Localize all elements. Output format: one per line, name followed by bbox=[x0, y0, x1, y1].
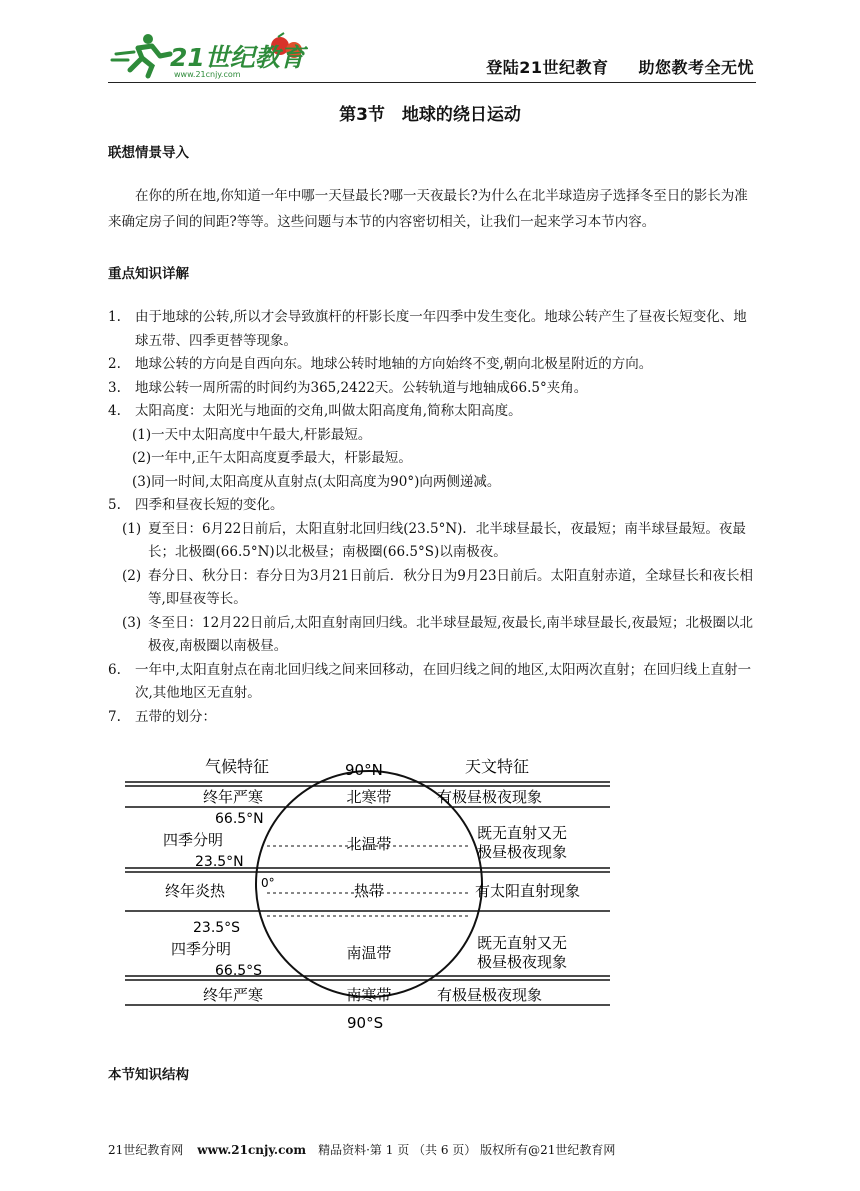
sub-item: (1)一天中太阳高度中午最大,杆影最短。 bbox=[132, 426, 372, 443]
list-item: 3. 地球公转一周所需的时间约为365,2422天。公转轨道与地轴成66.5°夹角。 bbox=[108, 379, 588, 396]
list-item: 5. 四季和昼夜长短的变化。 bbox=[108, 497, 284, 513]
list-item: 4. 太阳高度：太阳光与地面的交角,叫做太阳高度角,简称太阳高度。 bbox=[108, 403, 522, 419]
lat-label-66n: 66.5°N bbox=[215, 811, 264, 827]
zone-south-temperate: 南温带 bbox=[346, 944, 392, 962]
climate-frigid-n: 终年严寒 bbox=[203, 788, 264, 806]
astro-temperate-s-1: 既无直射又无 bbox=[477, 934, 568, 952]
logo-text: 21世纪教育 bbox=[170, 43, 305, 72]
lat-label-90n: 90°N bbox=[345, 761, 383, 779]
footer-site-link[interactable]: www.21cnjy.com bbox=[197, 1143, 307, 1157]
astro-frigid-s: 有极昼极夜现象 bbox=[437, 986, 543, 1004]
section-heading-intro: 联想情景导入 bbox=[108, 145, 189, 161]
page-header bbox=[108, 30, 756, 83]
list-item: 7. 五带的划分： bbox=[108, 708, 216, 725]
sub-item: (2)一年中,正午太阳高度夏季最大，杆影最短。 bbox=[132, 450, 412, 466]
slogan-right: 助您教考全无忧 bbox=[638, 58, 754, 77]
logo-icon bbox=[108, 30, 308, 80]
lat-label-equator: 0° bbox=[261, 876, 275, 890]
page-footer bbox=[108, 1141, 758, 1158]
header-slogan bbox=[486, 55, 754, 78]
climate-temperate-n: 四季分明 bbox=[163, 831, 224, 849]
sub-item: (3) 冬至日：12月22日前后,太阳直射南回归线。北半球昼最短,夜最长,南半球昼最长,夜最短；北极圈以北极夜,南极圈以南极昼。 bbox=[122, 614, 754, 654]
list-item: 6. 一年中,太阳直射点在南北回归线之间来回移动，在回归线之间的地区,太阳两次直射；在回归线上直射一次,其他地区无直射。 bbox=[108, 661, 752, 701]
astro-frigid-n: 有极昼极夜现象 bbox=[437, 788, 543, 806]
climate-temperate-s: 四季分明 bbox=[171, 940, 232, 958]
slogan-left: 登陆21世纪教育 bbox=[486, 58, 609, 77]
lat-label-90s: 90°S bbox=[347, 1014, 384, 1032]
intro-paragraph: 在你的所在地,你知道一年中哪一天昼最长?哪一天夜最长?为什么在北半球造房子选择冬至日的影长为准来确定房子间的间距?等等。这些问题与本节的内容密切相关，让我们一起来学习本节内容。 bbox=[108, 188, 748, 230]
astro-temperate-n-2: 极昼极夜现象 bbox=[477, 843, 568, 861]
section-heading-key-points: 重点知识详解 bbox=[108, 266, 189, 282]
page-title: 第3节 地球的绕日运动 bbox=[339, 105, 521, 125]
col-label-climate: 气候特征 bbox=[205, 757, 270, 776]
astro-temperate-s-2: 极昼极夜现象 bbox=[477, 953, 568, 971]
sub-item: (3)同一时间,太阳高度从直射点(太阳高度为90°)向两侧递减。 bbox=[132, 473, 501, 490]
lat-label-66s: 66.5°S bbox=[215, 963, 263, 979]
footer-right: 精品资料·第 1 页 （共 6 页） 版权所有@21世纪教育网 bbox=[318, 1143, 616, 1157]
climate-frigid-s: 终年严寒 bbox=[203, 986, 264, 1004]
footer-left: 21世纪教育网 bbox=[108, 1143, 184, 1157]
sub-item: (1) 夏至日：6月22日前后，太阳直射北回归线(23.5°N)．北半球昼最长，夜最短；南半球昼最短。夜最长；北极圈(66.5°N)以北极昼；南极圈(66.5°S)以南极夜。 bbox=[122, 520, 746, 560]
lat-label-23n: 23.5°N bbox=[195, 854, 244, 870]
five-zones-diagram bbox=[125, 750, 615, 1040]
section-heading-structure: 本节知识结构 bbox=[108, 1067, 189, 1083]
col-label-astro: 天文特征 bbox=[465, 757, 530, 776]
astro-tropical: 有太阳直射现象 bbox=[475, 882, 581, 900]
list-item: 2. 地球公转的方向是自西向东。地球公转时地轴的方向始终不变,朝向北极星附近的方向。 bbox=[108, 356, 653, 372]
zone-south-frigid: 南寒带 bbox=[346, 986, 392, 1004]
list-item: 1. 由于地球的公转,所以才会导致旗杆的杆影长度一年四季中发生变化。地球公转产生了昼夜长短变化、地球五带、四季更替等现象。 bbox=[108, 309, 747, 349]
zone-tropical: 热带 bbox=[353, 882, 385, 900]
astro-temperate-n-1: 既无直射又无 bbox=[477, 824, 568, 842]
zone-north-temperate: 北温带 bbox=[346, 835, 392, 853]
sub-item: (2) 春分日、秋分日：春分日为3月21日前后．秋分日为9月23日前后。太阳直射赤道，全球昼长和夜长相等,即昼夜等长。 bbox=[122, 567, 754, 607]
climate-tropical: 终年炎热 bbox=[165, 882, 226, 900]
key-points-list bbox=[108, 306, 758, 729]
lat-label-23s: 23.5°S bbox=[193, 920, 241, 936]
zone-north-frigid: 北寒带 bbox=[346, 788, 392, 806]
logo-url: www.21cnjy.com bbox=[174, 70, 241, 79]
